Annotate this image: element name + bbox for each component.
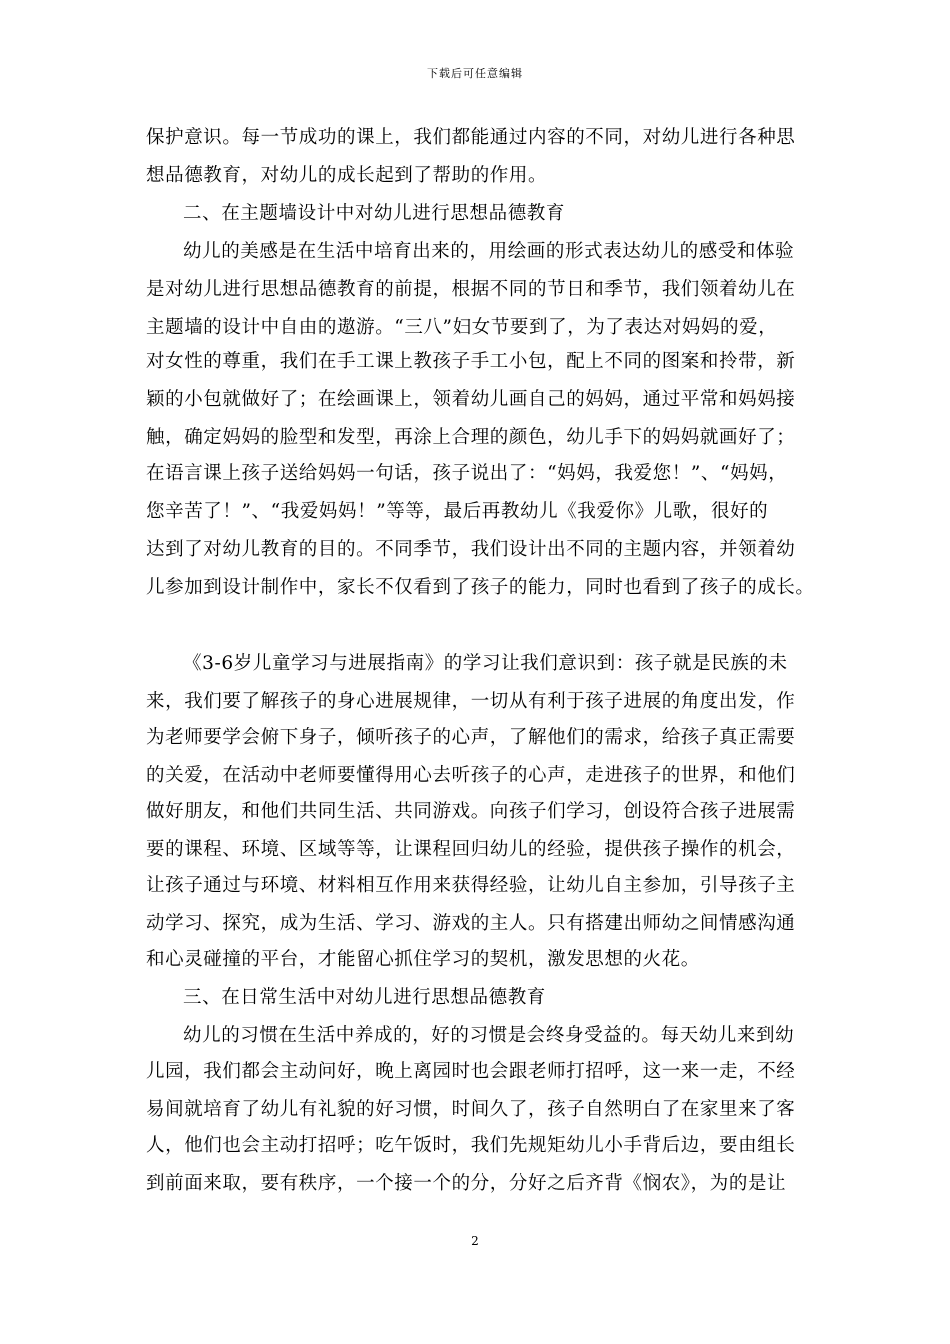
text-line: 对女性的尊重，我们在手工课上教孩子手工小包，配上不同的图案和拎带，新 [146, 351, 796, 372]
text-line: 儿参加到设计制作中，家长不仅看到了孩子的能力，同时也看到了孩子的成长。 [146, 577, 815, 598]
text-line: 幼儿的习惯在生活中养成的，好的习惯是会终身受益的。每天幼儿来到幼 [183, 1025, 795, 1046]
text-line: 的关爱，在活动中老师要懂得用心去听孩子的心声，走进孩子的世界，和他们 [146, 765, 796, 786]
text-line: 到前面来取，要有秩序，一个接一个的分，分好之后齐背《悯农》，为的是让 [146, 1173, 787, 1194]
section-heading: 三、在日常生活中对幼儿进行思想品德教育 [183, 987, 546, 1008]
text-line: 动学习、探究，成为生活、学习、游戏的主人。只有搭建出师幼之间情感沟通 [146, 913, 796, 934]
text-line: 为老师要学会俯下身子，倾听孩子的心声，了解他们的需求，给孩子真正需要 [146, 727, 796, 748]
text-line: 和心灵碰撞的平台，才能留心抓住学习的契机，激发思想的火花。 [146, 949, 700, 970]
text-line: 主题墙的设计中自由的遨游。“三八”妇女节要到了，为了表达对妈妈的爱， [146, 317, 778, 338]
section-heading: 二、在主题墙设计中对幼儿进行思想品德教育 [183, 203, 566, 224]
text-line: 您辛苦了！”、“我爱妈妈！”等等，最后再教幼儿《我爱你》儿歌，很好的 [146, 501, 769, 522]
text-line: 想品德教育，对幼儿的成长起到了帮助的作用。 [146, 165, 548, 186]
page-number: 2 [471, 1234, 479, 1248]
text-line: 《3-6岁儿童学习与进展指南》的学习让我们意识到：孩子就是民族的未 [183, 653, 788, 674]
text-line: 易间就培育了幼儿有礼貌的好习惯，时间久了，孩子自然明白了在家里来了客 [146, 1099, 796, 1120]
text-line: 是对幼儿进行思想品德教育的前提，根据不同的节日和季节，我们领着幼儿在 [146, 279, 796, 300]
text-line: 儿园，我们都会主动问好，晚上离园时也会跟老师打招呼，这一来一走，不经 [146, 1061, 796, 1082]
text-line: 幼儿的美感是在生活中培育出来的，用绘画的形式表达幼儿的感受和体验 [183, 241, 795, 262]
text-line: 触，确定妈妈的脸型和发型，再涂上合理的颜色，幼儿手下的妈妈就画好了； [146, 427, 796, 448]
text-line: 颖的小包就做好了；在绘画课上，领着幼儿画自己的妈妈，通过平常和妈妈接 [146, 389, 796, 410]
text-line: 人，他们也会主动打招呼；吃午饭时，我们先规矩幼儿小手背后边，要由组长 [146, 1135, 796, 1156]
text-line: 达到了对幼儿教育的目的。不同季节，我们设计出不同的主题内容，并领着幼 [146, 539, 796, 560]
text-line: 来，我们要了解孩子的身心进展规律，一切从有利于孩子进展的角度出发，作 [146, 691, 796, 712]
text-line: 要的课程、环境、区域等等，让课程回归幼儿的经验，提供孩子操作的机会， [146, 839, 796, 860]
text-line: 让孩子通过与环境、材料相互作用来获得经验，让幼儿自主参加，引导孩子主 [146, 875, 796, 896]
text-line: 在语言课上孩子送给妈妈一句话，孩子说出了：“妈妈，我爱您！”、“妈妈， [146, 463, 788, 484]
text-line: 保护意识。每一节成功的课上，我们都能通过内容的不同，对幼儿进行各种思 [146, 127, 796, 148]
text-line: 做好朋友，和他们共同生活、共同游戏。向孩子们学习，创设符合孩子进展需 [146, 801, 796, 822]
page-header: 下载后可任意编辑 [427, 67, 523, 80]
